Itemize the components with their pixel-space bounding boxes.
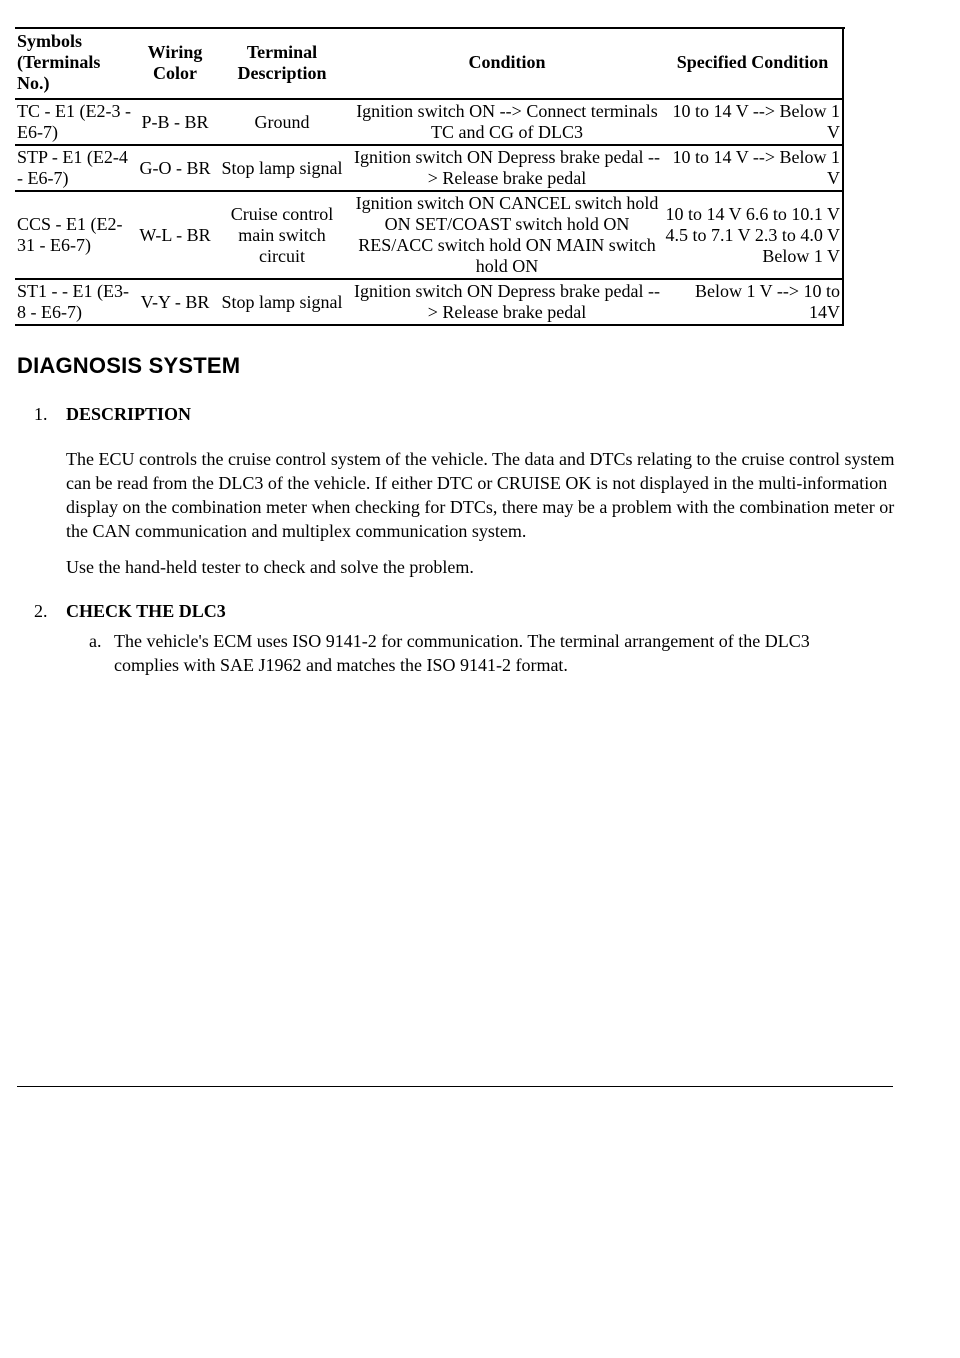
table-row — [15, 145, 843, 191]
description-paragraph: The ECU controls the cruise control system of the vehicle. The data and DTCs relating to the cruise control system can be read from the DLC3 of the vehicle. If either DTC or CRUISE OK is not displayed in the multi-information display on the combination meter when checking for DTCs, there may be a problem with the combination meter or the CAN communication and multiplex communication system. — [66, 449, 895, 541]
table-row — [15, 191, 843, 279]
terminal-spec-table — [15, 27, 844, 326]
table-row — [15, 99, 843, 145]
cell-specified: 10 to 14 V --> Below 1 V — [663, 99, 843, 145]
cell-symbol: CCS - E1 (E2-31 - E6-7) — [15, 191, 137, 279]
cell-symbol: TC - E1 (E2-3 - E6-7) — [15, 99, 137, 145]
header-specified-condition: Specified Condition — [663, 27, 843, 99]
subitem-text: The vehicle's ECM uses ISO 9141-2 for communication. The terminal arrangement of the DLC3 complies with SAE J1962 and matches the ISO 9141-2 format. — [114, 631, 810, 675]
cell-specified: 10 to 14 V --> Below 1 V — [663, 145, 843, 191]
cell-condition: Ignition switch ON --> Connect terminals TC and CG of DLC3 — [351, 99, 663, 145]
table-row — [15, 279, 843, 325]
item-heading-check-dlc3: CHECK THE DLC3 — [66, 601, 226, 621]
item-heading-description: DESCRIPTION — [66, 404, 192, 424]
item-number: 1. — [34, 404, 48, 424]
cell-terminal: Cruise control main switch circuit — [213, 191, 351, 279]
cell-symbol: STP - E1 (E2-4 - E6-7) — [15, 145, 137, 191]
cell-wiring: P-B - BR — [137, 99, 213, 145]
description-paragraph: Use the hand-held tester to check and solve the problem. — [66, 557, 474, 577]
cell-condition: Ignition switch ON Depress brake pedal --> Release brake pedal — [351, 145, 663, 191]
header-symbols: Symbols (Terminals No.) — [15, 27, 137, 99]
cell-symbol: ST1 - - E1 (E3-8 - E6-7) — [15, 279, 137, 325]
cell-wiring: V-Y - BR — [137, 279, 213, 325]
item-number: 2. — [34, 601, 48, 621]
cell-condition: Ignition switch ON CANCEL switch hold ON SET/COAST switch hold ON RES/ACC switch hold ON MAIN switch hold ON — [351, 191, 663, 279]
header-wiring-color: Wiring Color — [137, 27, 213, 99]
cell-terminal: Stop lamp signal — [213, 145, 351, 191]
cell-wiring: W-L - BR — [137, 191, 213, 279]
cell-specified: 10 to 14 V 6.6 to 10.1 V 4.5 to 7.1 V 2.3 to 4.0 V Below 1 V — [663, 191, 843, 279]
header-condition: Condition — [351, 27, 663, 99]
cell-condition: Ignition switch ON Depress brake pedal --> Release brake pedal — [351, 279, 663, 325]
footer-divider — [17, 1086, 893, 1087]
table-header-row — [15, 27, 843, 99]
section-title: DIAGNOSIS SYSTEM — [17, 353, 241, 378]
cell-wiring: G-O - BR — [137, 145, 213, 191]
cell-terminal: Stop lamp signal — [213, 279, 351, 325]
cell-terminal: Ground — [213, 99, 351, 145]
subitem-letter: a. — [89, 631, 102, 651]
cell-specified: Below 1 V --> 10 to 14V — [663, 279, 843, 325]
header-terminal-description: Terminal Description — [213, 27, 351, 99]
